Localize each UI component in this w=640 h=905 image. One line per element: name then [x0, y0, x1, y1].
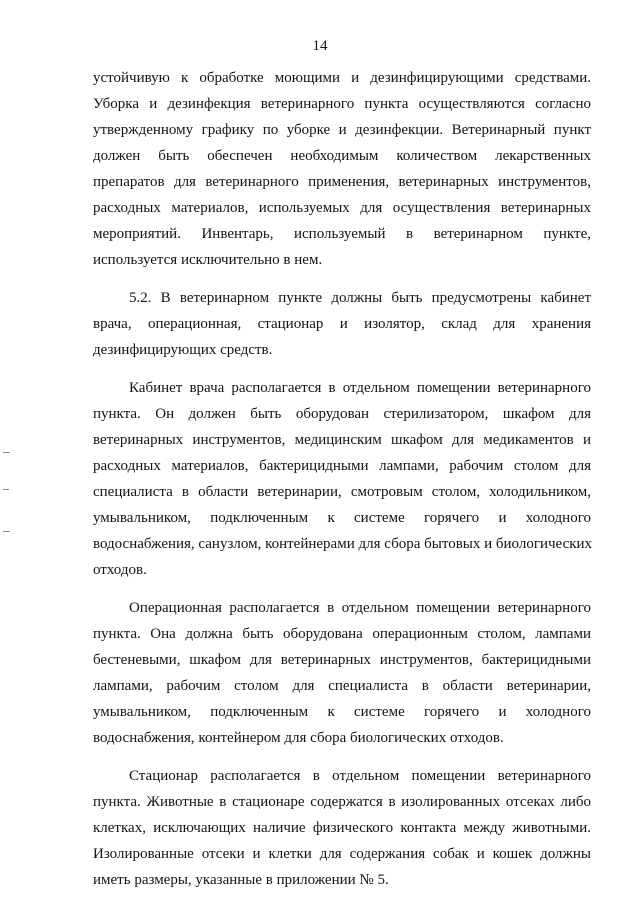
scan-artifact [3, 452, 10, 453]
text-line: Стационар располагается в отдельном помещении ветеринарного [129, 768, 591, 784]
text-line: пункта. Он должен быть оборудован стерилизатором, шкафом для [93, 406, 591, 422]
text-line: пункта. Она должна быть оборудована операционным столом, лампами [93, 626, 591, 642]
text-line: Операционная располагается в отдельном помещении ветеринарного [129, 600, 591, 616]
text-line: специалиста в области ветеринарии, смотровым столом, холодильником, [93, 484, 591, 500]
scan-artifact [3, 489, 9, 490]
text-line: отходов. [93, 562, 147, 578]
text-line: должен быть обеспечен необходимым количеством лекарственных [93, 148, 591, 164]
paragraph [93, 595, 591, 751]
text-line: дезинфицирующих средств. [93, 342, 273, 358]
paragraph [93, 763, 591, 893]
text-line: бестеневыми, шкафом для ветеринарных инструментов, бактерицидными [93, 652, 591, 668]
text-line: используется исключительно в нем. [93, 252, 323, 268]
text-line: Уборка и дезинфекция ветеринарного пункта осуществляются согласно [93, 96, 591, 112]
text-line: лампами, рабочим столом для специалиста в области ветеринарии, [93, 678, 591, 694]
text-line: ветеринарных инструментов, медицинским шкафом для медикаментов и [93, 432, 591, 448]
scan-artifact [3, 531, 10, 532]
text-line: врача, операционная, стационар и изолятор, склад для хранения [93, 316, 591, 332]
text-line: расходных материалов, используемых для осуществления ветеринарных [93, 200, 591, 216]
text-line: пункта. Животные в стационаре содержатся в изолированных отсеках либо [93, 794, 591, 810]
text-line: умывальником, подключенным к системе горячего и холодного [93, 704, 591, 720]
text-line: 5.2. В ветеринарном пункте должны быть предусмотрены кабинет [129, 290, 591, 306]
paragraph [93, 65, 591, 273]
text-line: клетках, исключающих наличие физического контакта между животными. [93, 820, 591, 836]
text-line: мероприятий. Инвентарь, используемый в ветеринарном пункте, [93, 226, 591, 242]
text-line: расходных материалов, бактерицидными лампами, рабочим столом для [93, 458, 591, 474]
paragraph [93, 375, 591, 583]
text-line: Изолированные отсеки и клетки для содержания собак и кошек должны [93, 846, 591, 862]
text-line: устойчивую к обработке моющими и дезинфицирующими средствами. [93, 70, 591, 86]
text-line: препаратов для ветеринарного применения, ветеринарных инструментов, [93, 174, 591, 190]
text-line: водоснабжения, санузлом, контейнерами для сбора бытовых и биологических [93, 536, 593, 552]
text-line: водоснабжения, контейнером для сбора биологических отходов. [93, 730, 504, 746]
paragraph [93, 285, 591, 363]
document-body [93, 65, 591, 893]
text-line: утвержденному графику по уборке и дезинфекции. Ветеринарный пункт [93, 122, 591, 138]
text-line: умывальником, подключенным к системе горячего и холодного [93, 510, 591, 526]
page-number: 14 [312, 38, 328, 54]
text-line: Кабинет врача располагается в отдельном помещении ветеринарного [129, 380, 591, 396]
text-line: иметь размеры, указанные в приложении № 5. [93, 872, 389, 888]
